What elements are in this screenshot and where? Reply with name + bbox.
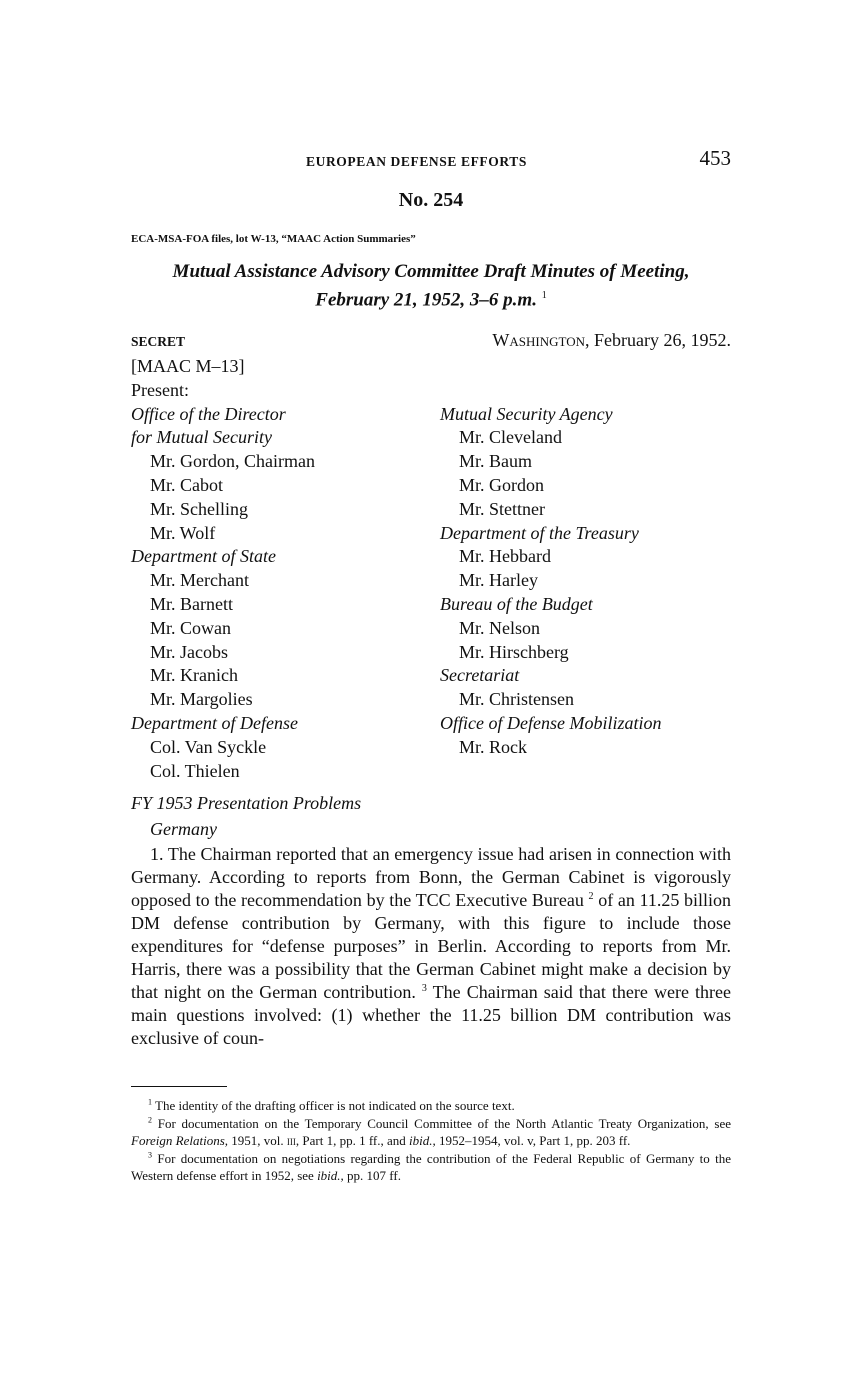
attendee-org-heading: Department of the Treasury <box>440 522 639 543</box>
attendee-org-heading: Department of State <box>131 546 276 567</box>
attendee-list-left <box>131 403 431 784</box>
body-text-2: of an 11.25 billion DM defense contribution by Germany, with this figure to include those expenditures for “defense purposes” in Berlin. According to reports from Mr. Harris, there was a possibility that the German Cabinet might make a decision by that night on the German contribution. <box>131 890 731 1002</box>
classification-label: SECRET <box>131 334 186 349</box>
attendee-name: Mr. Stettner <box>459 498 545 519</box>
dateline-date: , February 26, 1952. <box>585 330 731 350</box>
attendee-name: Mr. Barnett <box>150 593 233 614</box>
attendee-name: Mr. Harley <box>459 570 538 591</box>
section-heading: FY 1953 Presentation Problems <box>131 793 362 813</box>
attendee-org-heading: Mutual Security Agency <box>440 403 613 424</box>
footnote-ref-1: 1 <box>541 290 547 301</box>
body-text-3: The Chairman said that there were three main questions involved: (1) whether the 11.25 billion DM contribution was exclusive of coun- <box>131 982 731 1048</box>
attendee-name: Mr. Hirschberg <box>459 641 569 662</box>
footnote-2-text-a: For documentation on the Temporary Council Committee of the North Atlantic Treaty Organization, see <box>157 1115 732 1131</box>
meeting-id: [MAAC M–13] <box>131 356 245 376</box>
body-text-1: 1. The Chairman reported that an emergency issue had arisen in connection with Germany. According to reports from Bonn, the German Cabinet is vigorously opposed to the recommendation by the TCC Executive Bureau <box>131 844 731 910</box>
footnote-2-number: 2 <box>148 1115 152 1125</box>
attendee-org-heading: Office of Defense Mobilization <box>440 712 662 733</box>
attendee-org-heading: Secretariat <box>440 665 520 686</box>
attendee-name: Mr. Baum <box>459 451 533 472</box>
footnote-1 <box>131 1097 731 1115</box>
present-label: Present: <box>131 379 189 400</box>
attendee-org-heading: Office of the Director <box>131 403 286 424</box>
footnote-ref-2: 2 <box>588 891 594 902</box>
attendee-name: Mr. Rock <box>459 736 528 757</box>
attendee-list-right <box>440 403 732 760</box>
footnote-1-number: 1 <box>148 1097 152 1107</box>
footnote-1-text: The identity of the drafting officer is not indicated on the source text. <box>155 1098 515 1113</box>
attendee-name: Mr. Wolf <box>150 522 216 543</box>
attendee-name: Col. Van Syckle <box>150 736 267 757</box>
running-title: EUROPEAN DEFENSE EFFORTS <box>306 154 527 169</box>
attendee-org-heading: for Mutual Security <box>131 427 272 448</box>
footnote-3-ibid: ibid., <box>317 1168 344 1183</box>
attendee-name: Mr. Christensen <box>459 689 574 710</box>
attendee-name: Mr. Jacobs <box>150 641 228 662</box>
attendee-name: Mr. Margolies <box>150 689 253 710</box>
attendees-left-column <box>131 355 431 783</box>
footnote-2-text-d: 1952–1954, vol. v, Part 1, pp. 203 ff. <box>435 1133 631 1148</box>
attendee-org-heading: Bureau of the Budget <box>440 593 593 614</box>
attendee-name: Mr. Merchant <box>150 570 249 591</box>
attendee-name: Mr. Cleveland <box>459 427 562 448</box>
footnote-2-volume: iii <box>286 1133 296 1148</box>
attendee-name: Col. Thielen <box>150 760 240 781</box>
source-note: ECA-MSA-FOA files, lot W-13, “MAAC Action Summaries” <box>131 233 416 245</box>
document-title-line-1: Mutual Assistance Advisory Committee Draft Minutes of Meeting, <box>172 261 690 282</box>
attendee-name: Mr. Hebbard <box>459 546 551 567</box>
attendees-right-column <box>440 403 732 760</box>
footnote-3-text-a: For documentation on negotiations regarding the contribution of the Federal Republic of Germany to the Western defense effort in 1952, see <box>131 1150 732 1183</box>
attendee-name: Mr. Cowan <box>150 617 231 638</box>
document-number: No. 254 <box>398 189 464 211</box>
footnotes <box>131 1097 731 1185</box>
footnote-2 <box>131 1115 731 1150</box>
footnote-2-text-b: 1951, vol. <box>228 1133 287 1148</box>
attendee-org-heading: Department of Defense <box>131 712 298 733</box>
attendee-name: Mr. Gordon, Chairman <box>150 451 315 472</box>
footnote-2-text-c: , Part 1, pp. 1 ff., and <box>295 1133 410 1148</box>
footnote-2-citation: Foreign Relations, <box>131 1133 229 1148</box>
footnote-3 <box>131 1150 731 1185</box>
attendee-name: Mr. Kranich <box>150 665 238 686</box>
attendee-name: Mr. Gordon <box>459 474 544 495</box>
document-title-date: February 21, 1952, 3–6 p.m. <box>315 289 537 311</box>
page-number: 453 <box>699 146 731 170</box>
dateline-place: Washington <box>492 330 586 350</box>
document-title <box>131 260 731 312</box>
attendee-name: Mr. Schelling <box>150 498 248 519</box>
footnote-3-number: 3 <box>148 1150 152 1160</box>
running-head <box>131 146 731 176</box>
subsection-heading: Germany <box>150 819 217 839</box>
document-title-line-2 <box>131 284 731 312</box>
footnote-divider <box>131 1086 227 1087</box>
body-paragraph <box>131 843 731 1050</box>
footnote-ref-3: 3 <box>421 983 427 994</box>
footnote-2-ibid: ibid., <box>409 1133 436 1148</box>
dateline <box>492 330 731 351</box>
attendee-name: Mr. Nelson <box>459 617 540 638</box>
footnote-3-text-b: pp. 107 ff. <box>343 1168 401 1183</box>
attendee-name: Mr. Cabot <box>150 474 224 495</box>
